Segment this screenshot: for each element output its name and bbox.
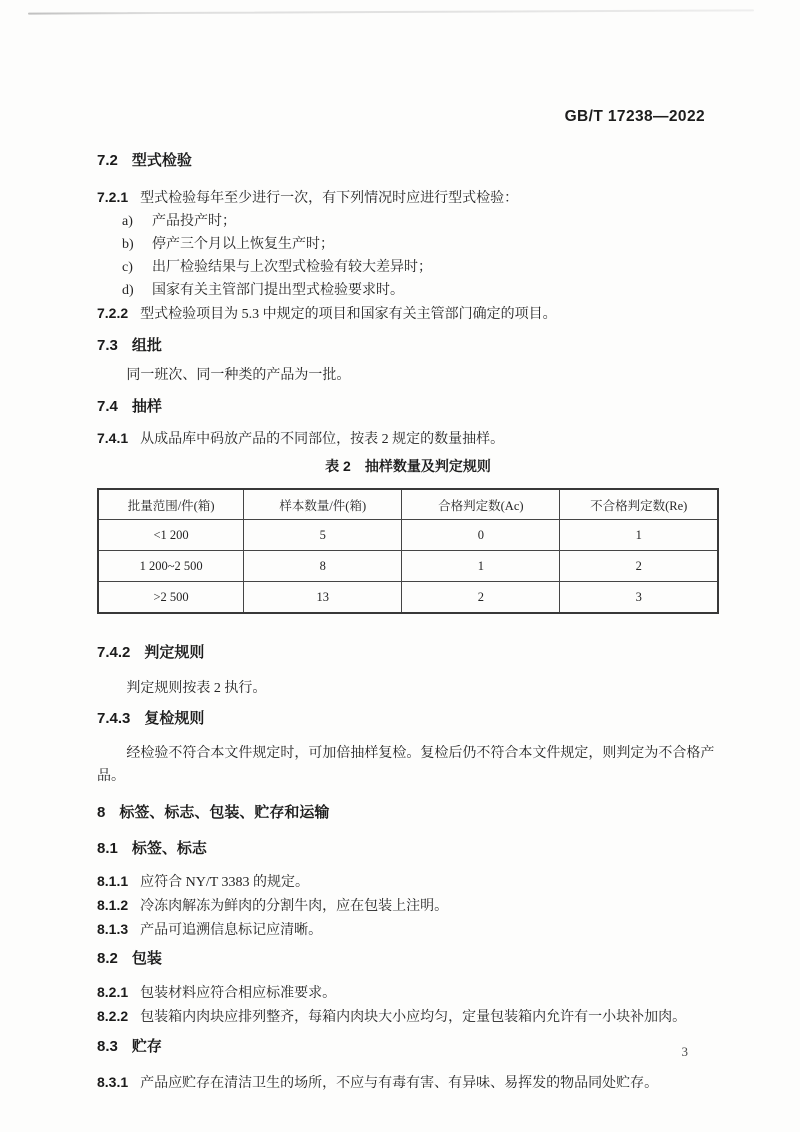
table-header-cell: 批量范围/件(箱) xyxy=(98,489,244,520)
section-title: 标签、标志、包装、贮存和运输 xyxy=(119,804,330,821)
section-heading-7-4-3 xyxy=(97,710,719,728)
clause-number: 8.3.1 xyxy=(97,1074,129,1090)
table-header-row xyxy=(98,489,718,520)
section-number: 7.4.2 xyxy=(97,644,131,661)
table-row xyxy=(98,520,718,551)
list-text: 产品投产时； xyxy=(152,214,236,229)
table-cell: 2 xyxy=(402,582,560,614)
table-cell: 1 xyxy=(402,551,560,582)
clause-text: 型式检验项目为 5.3 中规定的项目和国家有关主管部门确定的项目。 xyxy=(140,307,557,322)
page-content xyxy=(97,108,719,1095)
table-cell: <1 200 xyxy=(98,520,244,551)
clause-8-3-1 xyxy=(97,1071,719,1095)
paragraph-7-4-3: 经检验不符合本文件规定时，可加倍抽样复检。复检后仍不符合本文件规定，则判定为不合格产品。 xyxy=(97,746,715,784)
section-heading-8-3 xyxy=(97,1038,719,1056)
list-item-b xyxy=(97,233,719,256)
table-cell: 5 xyxy=(244,520,402,551)
clause-text: 产品可追溯信息标记应清晰。 xyxy=(140,923,323,938)
clause-text: 从成品库中码放产品的不同部位，按表 2 规定的数量抽样。 xyxy=(140,432,505,447)
section-title: 标签、标志 xyxy=(131,840,207,857)
table-cell: 3 xyxy=(560,582,718,614)
section-number: 7.3 xyxy=(97,337,118,354)
paragraph-7-4-2: 判定规则按表 2 执行。 xyxy=(126,681,267,696)
table-header-cell: 样本数量/件(箱) xyxy=(244,489,402,520)
section-title: 包装 xyxy=(131,950,162,967)
clause-8-1-1 xyxy=(97,870,719,894)
table-row xyxy=(98,551,718,582)
table-row xyxy=(98,582,718,614)
clause-7-2-1 xyxy=(97,186,719,210)
list-label: d) xyxy=(122,283,134,298)
table-caption: 表 2 抽样数量及判定规则 xyxy=(325,458,491,474)
standard-number: GB/T 17238—2022 xyxy=(564,108,705,125)
paragraph-7-3: 同一班次、同一种类的产品为一批。 xyxy=(126,368,351,383)
list-item-c xyxy=(97,256,719,279)
section-number: 7.2 xyxy=(97,152,118,169)
list-item-d xyxy=(97,279,719,302)
section-heading-8-1 xyxy=(97,840,719,858)
list-text: 国家有关主管部门提出型式检验要求时。 xyxy=(152,283,404,298)
section-heading-7-4-2 xyxy=(97,644,719,662)
table-cell: 1 xyxy=(560,520,718,551)
section-heading-7-2 xyxy=(97,152,719,170)
clause-8-2-1 xyxy=(97,981,719,1005)
clause-number: 7.2.2 xyxy=(97,305,129,321)
clause-7-4-1 xyxy=(97,427,719,451)
list-label: c) xyxy=(122,260,133,275)
page-number: 3 xyxy=(681,1044,688,1059)
section-title: 型式检验 xyxy=(131,152,192,169)
clause-number: 7.4.1 xyxy=(97,430,129,446)
list-text: 停产三个月以上恢复生产时； xyxy=(152,237,334,252)
section-number: 8.1 xyxy=(97,840,118,857)
section-heading-8 xyxy=(97,804,719,822)
section-heading-7-4 xyxy=(97,398,719,416)
section-number: 8.2 xyxy=(97,950,118,967)
table-cell: 2 xyxy=(560,551,718,582)
table-header-cell: 不合格判定数(Re) xyxy=(560,489,718,520)
clause-8-2-2 xyxy=(97,1005,719,1029)
clause-text: 包装材料应符合相应标准要求。 xyxy=(140,986,337,1001)
section-title: 判定规则 xyxy=(144,644,205,661)
list-text: 出厂检验结果与上次型式检验有较大差异时； xyxy=(152,260,432,275)
table-cell: 1 200~2 500 xyxy=(98,551,244,582)
section-number: 7.4 xyxy=(97,398,118,415)
table-cell: >2 500 xyxy=(98,582,244,614)
table-cell: 0 xyxy=(402,520,560,551)
list-label: b) xyxy=(122,237,134,252)
section-number: 7.4.3 xyxy=(97,710,131,727)
section-heading-8-2 xyxy=(97,950,719,968)
table-cell: 13 xyxy=(244,582,402,614)
clause-text: 冷冻肉解冻为鲜肉的分割牛肉，应在包装上注明。 xyxy=(140,899,449,914)
section-number: 8.3 xyxy=(97,1038,118,1055)
clause-8-1-3 xyxy=(97,918,719,942)
clause-8-1-2 xyxy=(97,894,719,918)
scan-artifact-line xyxy=(28,9,754,14)
clause-number: 8.1.1 xyxy=(97,873,129,889)
table-header-cell: 合格判定数(Ac) xyxy=(402,489,560,520)
clause-number: 8.1.2 xyxy=(97,897,129,913)
section-number: 8 xyxy=(97,804,106,821)
clause-text: 型式检验每年至少进行一次，有下列情况时应进行型式检验： xyxy=(140,191,519,206)
section-title: 组批 xyxy=(131,337,162,354)
clause-number: 8.1.3 xyxy=(97,921,129,937)
sampling-table xyxy=(97,488,719,614)
clause-text: 包装箱内肉块应排列整齐，每箱内肉块大小应均匀，定量包装箱内允许有一小块补加肉。 xyxy=(140,1010,687,1025)
section-title: 贮存 xyxy=(131,1038,162,1055)
clause-number: 8.2.1 xyxy=(97,984,129,1000)
list-item-a xyxy=(97,210,719,233)
clause-text: 产品应贮存在清洁卫生的场所，不应与有毒有害、有异味、易挥发的物品同处贮存。 xyxy=(140,1076,659,1091)
table-cell: 8 xyxy=(244,551,402,582)
clause-number: 7.2.1 xyxy=(97,189,129,205)
section-title: 抽样 xyxy=(131,398,162,415)
section-heading-7-3 xyxy=(97,337,719,355)
section-title: 复检规则 xyxy=(144,710,205,727)
clause-7-2-2 xyxy=(97,302,719,326)
clause-number: 8.2.2 xyxy=(97,1008,129,1024)
clause-text: 应符合 NY/T 3383 的规定。 xyxy=(140,875,310,890)
list-label: a) xyxy=(122,214,133,229)
